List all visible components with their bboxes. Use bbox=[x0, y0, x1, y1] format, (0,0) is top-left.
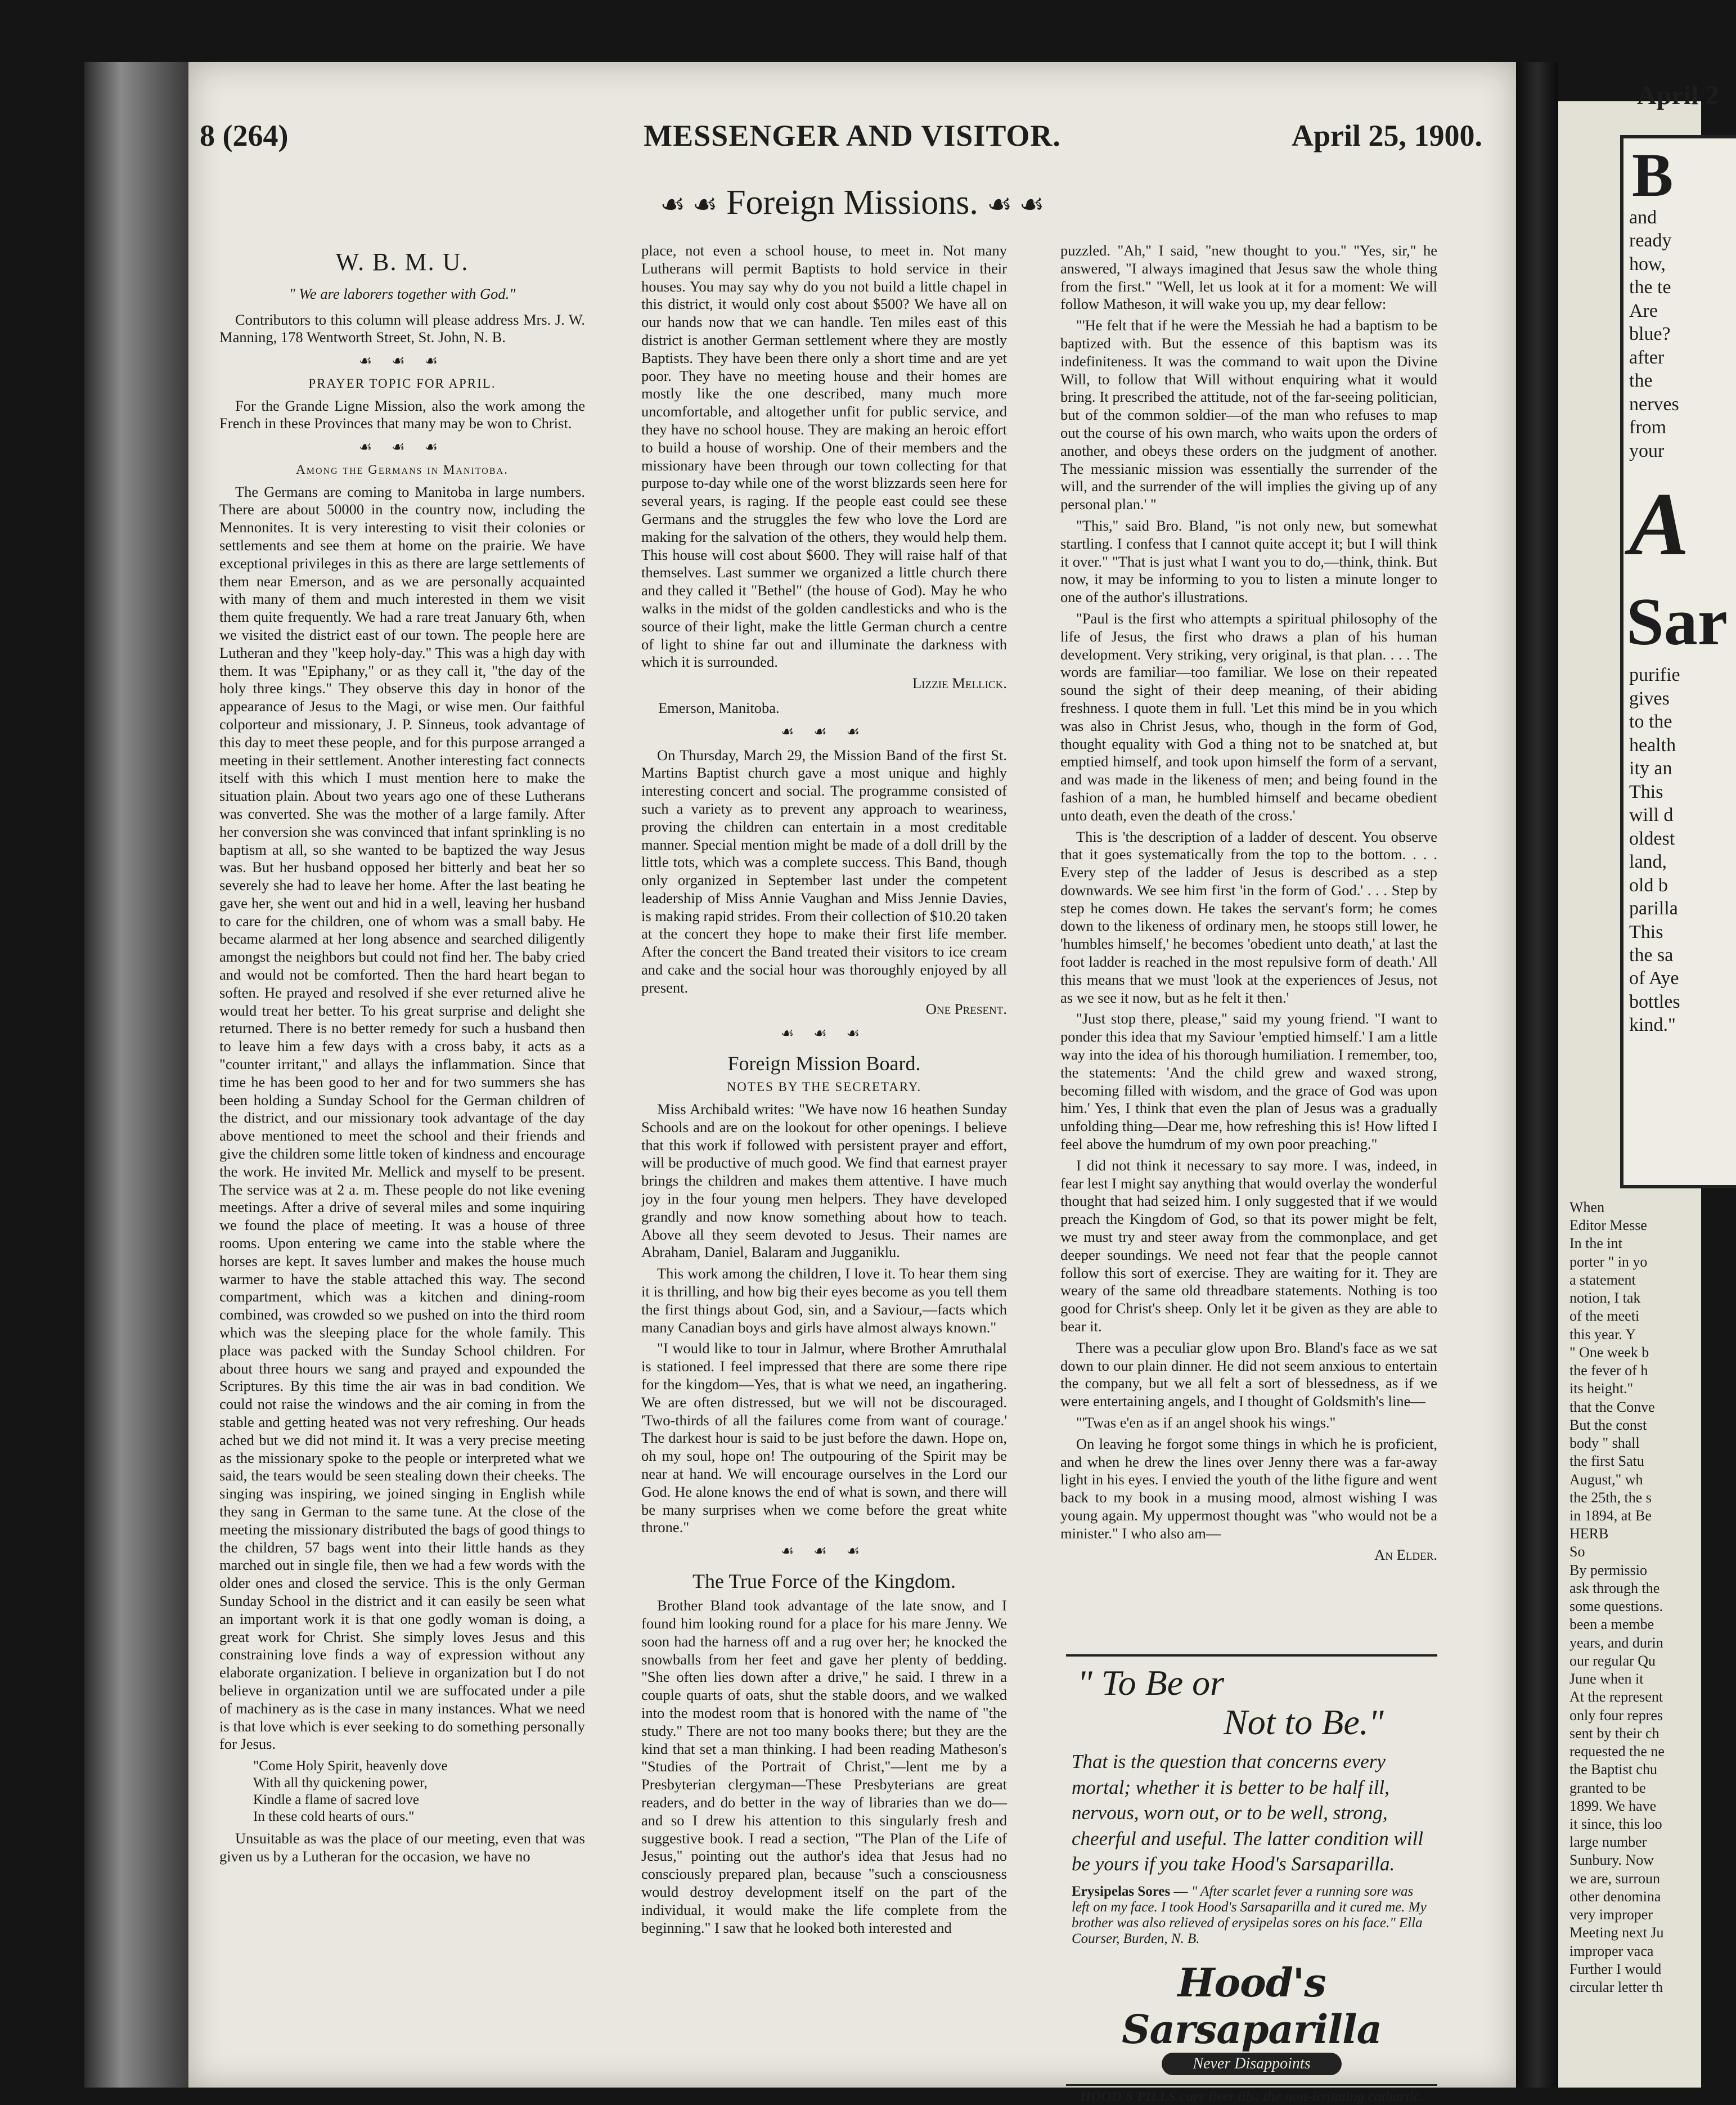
ad-testimonial bbox=[1072, 1884, 1432, 1947]
article-paragraph: "'Twas e'en as if an angel shook his wings." bbox=[1076, 1414, 1336, 1431]
text-line: only four repres bbox=[1569, 1707, 1663, 1724]
ad-word: of Aye bbox=[1629, 968, 1679, 989]
ad-word: Are bbox=[1629, 300, 1658, 321]
hymn-line: Kindle a flame of sacred love bbox=[253, 1792, 420, 1808]
text-line: this year. Y bbox=[1569, 1326, 1636, 1343]
text-line: August," wh bbox=[1569, 1471, 1643, 1488]
text-line: Editor Messe bbox=[1569, 1217, 1647, 1234]
ad-word: will d bbox=[1629, 805, 1674, 826]
pills-notice: HOOD'S PILLS cure liver ills; the non-irritating cathartic. bbox=[1066, 2084, 1437, 2105]
signature: Lizzie Mellick. bbox=[912, 675, 1007, 692]
text-line: sent by their ch bbox=[1569, 1725, 1659, 1742]
testimonial-label: Erysipelas Sores — bbox=[1072, 1883, 1188, 1899]
ad-word-list bbox=[1623, 206, 1736, 463]
ad-word: ity an bbox=[1629, 758, 1672, 779]
ornament-left: ☙ ☙ bbox=[660, 188, 718, 220]
masthead: MESSENGER AND VISITOR. bbox=[644, 119, 1061, 152]
text-line: notion, I tak bbox=[1569, 1290, 1641, 1307]
kingdom-paragraph: Brother Bland took advantage of the late snow, and I found him looking round for a place for his mare Jenny. We soon had the harness off and a rug over her; he knocked the snowballs from her feet and gave her plenty of bedding. "She often lies down after a drive," he said. I threw in a couple quarts of oats, shut the stable doors, and we walked into the modest room that is honored with the name of "the study." There are not too many books there; but they are the kind that set a man thinking. I had been reading Matheson's "Studies of the Portrait of Christ,"—lent me by a Presbyterian clergyman—These Presbyterians are great readers, and do better in the way of libraries than we do—and so I drew his attention to this singularly fresh and suggestive book. I read a section, "The Plan of the Life of Jesus," pointing out the author's idea that Jesus had no consciously prepared plan, because "such a consciousness would destroy development itself on the part of the individual, it would make the life complete from the beginning." I saw that he looked both interested and bbox=[641, 1597, 1007, 1936]
article-paragraph: "Paul is the first who attempts a spiritual philosophy of the life of Jesus, the first who draws a plan of his human development. Very striking, very original, is that plan. . . . The words are familiar—too familiar. We lose on their repeated sound the sight of their deep meaning, of their abiding freshness. I quote them in full. 'Let this mind be in you which was also in Christ Jesus, who, though in the form of God, thought equality with God a thing not to be snatched at, but emptied himself, and took upon himself the form of a servant, and was made in the likeness of men; and being found in the fashion of a man, he humbled himself and became obedient unto death, even the death of the cross.' bbox=[1060, 609, 1437, 824]
text-line: requested the ne bbox=[1569, 1743, 1665, 1760]
text-line: circular letter th bbox=[1569, 1979, 1663, 1996]
ad-headline-line1: " To Be or bbox=[1077, 1663, 1224, 1703]
text-line: other denomina bbox=[1569, 1888, 1661, 1905]
text-line: Sunbury. Now bbox=[1569, 1852, 1654, 1869]
ad-word-list bbox=[1623, 663, 1736, 1037]
text-line: been a membe bbox=[1569, 1616, 1654, 1633]
kingdom-title: The True Force of the Kingdom. bbox=[692, 1569, 956, 1592]
divider-stars: ☙ ☙ ☙ bbox=[780, 1542, 868, 1560]
text-line: Meeting next Ju bbox=[1569, 1924, 1664, 1941]
board-paragraph: This work among the children, I love it. To hear them sing it is thrilling, and how big their eyes become as you tell them the first things about God, sin, and a Saviour,—facts which many Canadian boys and girls have almost always known." bbox=[641, 1265, 1007, 1336]
book-binding bbox=[84, 62, 188, 2088]
board-title: Foreign Mission Board. bbox=[727, 1052, 921, 1075]
text-line: a statement bbox=[1569, 1271, 1636, 1288]
prayer-topic-heading: PRAYER TOPIC FOR APRIL. bbox=[308, 376, 496, 391]
article-paragraph: This is 'the description of a ladder of descent. You observe that it goes systematically from the top to the bottom. . . . Every step of the ladder of Jesus is described as a step downwards. We see him first 'in the form of God.' . . . Step by step he comes down. He takes the servant's form; he comes down to the likeness of ordinary men, he stoops still lower, he 'humbles himself,' he becomes 'obedient unto death,' at last the foot ladder is reached in the most repulsive form of death.' All this means that we must 'look at the experiences of Jesus, not as we see it now, but as he felt it then.' bbox=[1060, 828, 1437, 1006]
text-line: HERB bbox=[1569, 1525, 1609, 1542]
divider-stars: ☙ ☙ ☙ bbox=[358, 352, 446, 370]
ad-word: the bbox=[1629, 370, 1653, 392]
prayer-topic-text: For the Grande Ligne Mission, also the work among the French in these Provinces that many may be won to Christ. bbox=[219, 397, 585, 432]
brand-logo: Hood's Sarsaparilla bbox=[1122, 1959, 1382, 2053]
running-header bbox=[200, 118, 1505, 158]
ad-word: the sa bbox=[1629, 944, 1674, 966]
column-2 bbox=[641, 242, 1007, 2065]
wbmu-heading: W. B. M. U. bbox=[335, 248, 469, 276]
article-paragraph: I did not think it necessary to say more. I was, indeed, in fear lest I might say anything that would overlay the wonderful thought that had seized him. I only suggested that if we would preach the Kingdom of God, so that its power might be felt, we must try and steer away from the commonplace, and get deeper soundings. We need not fear that the people cannot follow this sort of exercise. They are waiting for it. They are weary of the same old threadbare statements. Nothing is too good for Christ's sheep. Only let it be given as they are able to bear it. bbox=[1060, 1156, 1437, 1335]
column-3 bbox=[1060, 242, 1437, 1581]
newspaper-page bbox=[188, 62, 1516, 2104]
department-title bbox=[188, 183, 1516, 223]
text-line: At the represent bbox=[1569, 1689, 1663, 1705]
hymn-line: With all thy quickening power, bbox=[253, 1775, 428, 1791]
ad-word: and bbox=[1629, 207, 1657, 228]
issue-date: April 25, 1900. bbox=[1291, 119, 1482, 152]
text-line: very improper bbox=[1569, 1906, 1653, 1923]
article-paragraph: The Germans are coming to Manitoba in large numbers. There are about 50000 in the country now, including the Mennonites. It is very interesting to visit their colonies or settlements and see them at home on the prairie. We have exceptional privileges in this as there are large settlements of them near Emerson, and as we are personally acquainted with many of them and much interested in them we visit them quite frequently. We had a rare treat January 6th, when we visited the district east of our town. The people here are Lutheran and they "keep holy-day." This was a high day with them. It was "Epiphany," or as they call it, "the day of the holy three kings." They observe this day in honor of the appearance of Jesus to the Magi, or wise men. Our faithful colporteur and missionary, J. P. Sinneus, took advantage of this day to meet these people, and for this purpose arranged a meeting in their settlement. Another interesting fact connects itself with this which I must mention here to make the situation plain. About two years ago one of these Lutherans was converted. She was the mother of a large family. After her conversion she was convinced that infant sprinkling is no baptism at all, so she wanted to be baptized the way Jesus was. But her husband opposed her bitterly and beat her so severely she had to leave her home. After the last beating he gave her, she went out and hid in a well, leaving her husband to care for the children, one of whom was a small baby. He became alarmed at her long absence and searched diligently amongst the neighbors but could not find her. The baby cried and would not be comforted. Then the hard heart began to soften. He prayed and resolved if she ever returned alive he would treat her better. To his great surprise and delight she returned. There is no better remedy for such a husband then to leave him a few days with a cross baby, it acts as a "counter irritant," and allays the inflammation. Since that time he has been good to her and for two summers she has been holding a Sunday School for the German children of the district, and our missionary took advantage of the day above mentioned to meet the school and their friends and give the children some little token of kindness and encourage the work. He invited Mr. Mellick and myself to be present. The service was at 2 a. m. These people do not like evening meetings. After a drive of several miles and some inquiring we found the place of meeting. It was a house of three rooms. Upon entering we came into the stable where the horses are kept. It saves lumber and makes the house much warmer to have the stable attached this way. The second compartment, which was a kitchen and dining-room combined, was crowded so we pushed on into the third room which was the sleeping place for the whole family. This place was packed with the Sunday School children. For about three hours we sang and prayed and expounded the Scriptures. By this time the air was in bad condition. We could not raise the windows and the air coming in from the stable and getting heated was not very refreshing. Our heads ached but we did not mind it. It was a very precise meeting as the missionary spoke to the people or interpreted what we said, the tears would be seen stealing down their cheeks. The singing was inspiring, we joined singing in English while they sang in German to the same tune. At the close of the meeting the missionary distributed the bags of good things to the children, 57 bags went into their little hands as they marched out in single file, then we had a few words with the older ones and closed the service. This is the only German Sunday School in the district and it can easily be seen what an important work it is that one godly woman is doing, a great work for Christ. She simply loves Jesus and this constraining love finds a way of expression without any elaborate organization. I believe in organization but I do not believe in organization until we are suffocated under a pile of machinery as is the case in many instances. What we need is that love which is ever seeking to do something personally for Jesus. bbox=[219, 483, 585, 1753]
ad-word: your bbox=[1629, 440, 1665, 461]
text-line: the Baptist chu bbox=[1569, 1761, 1657, 1778]
text-line: some questions. bbox=[1569, 1598, 1663, 1615]
text-line: improper vaca bbox=[1569, 1942, 1654, 1959]
signature: One Present. bbox=[925, 1000, 1007, 1017]
text-line: our regular Qu bbox=[1569, 1652, 1656, 1669]
text-line: the 25th, the s bbox=[1569, 1489, 1652, 1506]
ad-word: gives bbox=[1629, 688, 1670, 709]
ornament-right: ☙ ☙ bbox=[987, 188, 1045, 220]
text-line: Further I would bbox=[1569, 1960, 1662, 1977]
dateline: Emerson, Manitoba. bbox=[658, 699, 780, 716]
text-line: large number bbox=[1569, 1834, 1647, 1851]
ad-letter: B bbox=[1632, 141, 1674, 209]
continued-paragraph: puzzled. "Ah," I said, "new thought to you." "Yes, sir," he answered, "I always imagined that Jesus saw the whole thing from the first." "Well, let us look at it for a moment: We will follow Matheson, it will wake you up, my dear fellow: bbox=[1060, 242, 1437, 313]
text-line: June when it bbox=[1569, 1671, 1644, 1687]
article-paragraph: There was a peculiar glow upon Bro. Bland's face as we sat down to our plain dinner. He did not seem anxious to entertain the company, but we all felt a sort of blessedness, as if we were entertaining angels, and I thought of Goldsmith's line— bbox=[1060, 1339, 1437, 1410]
ad-word: blue? bbox=[1629, 324, 1671, 345]
text-line: By permissio bbox=[1569, 1561, 1647, 1578]
article-paragraph: "'He felt that if he were the Messiah he had a baptism to be baptized with. But the essence of this baptism was its indefiniteness. It was the command to wait upon the Divine Will, to follow that Will without enquiring what it would bring. It prescribed the attitude, not of the far-seeing politician, but of the common soldier—of the man who refuses to map out the course of his own march, who waits upon the orders of another, and obeys these orders on the judgment of another. The messianic mission was essentially the surrender of the will, and the surrender of the will implies the giving up of any personal plan.' " bbox=[1060, 317, 1437, 513]
ad-word: how, bbox=[1629, 253, 1666, 275]
testimonial-text: " After scarlet fever a running sore was left on my face. I took Hood's Sarsaparilla and it cured me. My brother was also relieved of erysipelas sores on his face." Ella Courser, Burden, N. B. bbox=[1072, 1883, 1427, 1946]
article-paragraph: "This," said Bro. Bland, "is not only new, but somewhat startling. I confess that I cannot quite accept it; but I will think it over." "That is just what I want you to do,—think, think. But now, it may be informing to you to listen a minute longer to one of the author's illustrations. bbox=[1060, 517, 1437, 606]
text-line: of the meeti bbox=[1569, 1308, 1640, 1325]
article-paragraph: On leaving he forgot some things in which he is proficient, and when he drew the lines over Jenny there was a far-away light in his eyes. I envied the youth of the lithe figure and went back to my book in a musing mood, almost wishing I was young again. My uppermost thought was "who would not be a minister." I who also am— bbox=[1060, 1435, 1437, 1542]
hoods-advertisement bbox=[1066, 1654, 1437, 2104]
ad-word: after bbox=[1629, 347, 1665, 368]
text-line: years, and durin bbox=[1569, 1634, 1663, 1651]
ad-word: parilla bbox=[1629, 898, 1678, 919]
hymn-verse bbox=[253, 1758, 585, 1825]
page-number: 8 (264) bbox=[200, 119, 289, 152]
text-line: 1899. We have bbox=[1569, 1797, 1657, 1814]
article-title: Among the Germans in Manitoba. bbox=[296, 462, 509, 477]
ad-word: from bbox=[1629, 417, 1667, 438]
text-line: it since, this loo bbox=[1569, 1815, 1662, 1832]
column-1 bbox=[219, 242, 585, 2065]
article-paragraph: "Just stop there, please," said my young friend. "I want to ponder this idea that my Saviour 'emptied himself.' I am a little way into the idea of his thorough humiliation. I remember, too, the statements: 'And the child grew and waxed strong, becoming filled with wisdom, and the grace of God was upon him.' Yes, I think that even the plan of Jesus was a gradually unfolding thing—Dear me, how refreshing this is! How lifted I feel above the humdrum of my own poor preaching." bbox=[1060, 1010, 1437, 1153]
text-line: But the const bbox=[1569, 1416, 1647, 1433]
ad-word: This bbox=[1629, 781, 1663, 802]
text-line: body " shall bbox=[1569, 1435, 1640, 1452]
text-line: porter " in yo bbox=[1569, 1253, 1648, 1270]
ad-word: land, bbox=[1629, 851, 1667, 873]
ad-word: old b bbox=[1629, 874, 1668, 896]
adjacent-ad-box bbox=[1620, 135, 1736, 1188]
board-paragraph: Miss Archibald writes: "We have now 16 heathen Sunday Schools and are on the lookout for other openings. I believe that this work if followed with persistent prayer and effort, will be productive of much good. We find that earnest prayer brings the children and makes them attentive. I have much joy in the four young men helpers. They have developed grandly and now know something about how to teach. Above all they seem devoted to Jesus. Their names are Abraham, Daniel, Balaram and Jugganiklu. bbox=[641, 1101, 1007, 1261]
ad-big-letter: A bbox=[1629, 474, 1689, 575]
department-title-text: Foreign Missions. bbox=[726, 183, 978, 222]
ad-word: nerves bbox=[1629, 393, 1679, 415]
adjacent-page bbox=[1558, 80, 1728, 2088]
brand-slogan: Never Disappoints bbox=[1162, 2053, 1342, 2075]
divider-stars: ☙ ☙ ☙ bbox=[358, 438, 446, 456]
text-line: When bbox=[1569, 1199, 1605, 1215]
text-line: the fever of h bbox=[1569, 1362, 1648, 1379]
ad-body: That is the question that concerns every mortal; whether it is better to be half ill, nervous, worn out, or to be well, strong, cheerful and useful. The latter condition will be yours if you take Hood's Sarsaparilla. bbox=[1072, 1751, 1424, 1875]
ad-word: to the bbox=[1629, 711, 1672, 733]
text-line: in 1894, at Be bbox=[1569, 1507, 1652, 1524]
contributors-note: Contributors to this column will please address Mrs. J. W. Manning, 178 Wentworth Street, St. John, N. B. bbox=[219, 311, 585, 346]
ad-word: bottles bbox=[1629, 991, 1680, 1012]
ad-headline-line2: Not to Be." bbox=[1224, 1702, 1384, 1742]
ad-word: ready bbox=[1629, 230, 1672, 252]
ad-word: oldest bbox=[1629, 828, 1675, 849]
text-line: that the Conve bbox=[1569, 1398, 1655, 1415]
text-line: its height." bbox=[1569, 1380, 1634, 1397]
text-line: " One week b bbox=[1569, 1344, 1649, 1361]
text-line: the first Satu bbox=[1569, 1453, 1644, 1470]
closing-paragraph: Unsuitable as was the place of our meeting, even that was given us by a Lutheran for the occasion, we have no bbox=[219, 1830, 585, 1865]
wbmu-motto: " We are laborers together with God." bbox=[289, 285, 516, 302]
ad-word: This bbox=[1629, 921, 1663, 942]
adjacent-header: April 2 bbox=[1637, 80, 1719, 110]
ad-sar: Sar bbox=[1626, 584, 1728, 659]
hymn-line: In these cold hearts of ours." bbox=[253, 1809, 415, 1825]
divider-stars: ☙ ☙ ☙ bbox=[780, 722, 868, 740]
continued-paragraph: place, not even a school house, to meet in. Not many Lutherans will permit Baptists to hold service in their houses. You may say why do you not build a little chapel in this district, it would only cost about $500? We have all on our hands now that we can handle. Ten miles east of this district is another German settlement where they are mostly Baptists. They have been there only a short time and are yet poor. They have no meeting house and their homes are mostly like the one described, many much more uncomfortable, and altogether unfit for public service, and they have no school house. They are making an heroic effort to build a house of worship. One of their members and the missionary have been through our town collecting for that purpose to-day while one of the worst blizzards seen here for several years, is raging. If the people east could see these Germans and the struggles the few who love the Lord are making for the salvation of the others, they would help them. This house will cost about $600. They will raise half of that themselves. Last summer we organized a little church there and they called it "Bethel" (the house of God). May he who walks in the midst of the golden candlesticks and who is the source of their light, make the little German church a centre of light to shine far out and illuminate the darkness with which it is surrounded. bbox=[641, 242, 1007, 671]
adjacent-text-lines bbox=[1569, 1199, 1693, 1996]
ad-word: purifie bbox=[1629, 665, 1680, 686]
text-line: ask through the bbox=[1569, 1579, 1660, 1596]
signature: An Elder. bbox=[1374, 1546, 1437, 1563]
text-line: So bbox=[1569, 1543, 1585, 1560]
text-line: granted to be bbox=[1569, 1779, 1646, 1796]
board-subtitle: NOTES BY THE SECRETARY. bbox=[726, 1080, 922, 1094]
text-line: In the int bbox=[1569, 1235, 1622, 1252]
ad-word: kind." bbox=[1629, 1015, 1676, 1036]
hymn-line: "Come Holy Spirit, heavenly dove bbox=[253, 1758, 448, 1774]
ad-word: the te bbox=[1629, 277, 1671, 298]
ad-word: health bbox=[1629, 734, 1676, 756]
page-gutter bbox=[1516, 62, 1558, 2088]
text-line: we are, surroun bbox=[1569, 1870, 1660, 1887]
board-paragraph: "I would like to tour in Jalmur, where Brother Amruthalal is stationed. I feel impressed that there are some there ripe for the kingdom—Yes, that is what we need, an ingathering. We are often distressed, but we will not be discouraged. 'Two-thirds of all the failures come from want of courage.' The darkest hour is said to be just before the dawn. Hope on, oh my soul, hope on! The outpouring of the Spirit may be near at hand. We will encourage ourselves in the Lord our God. He alone knows the end of what is sown, and there will be many surprises when we come before the great white throne." bbox=[641, 1340, 1007, 1536]
mission-band-paragraph: On Thursday, March 29, the Mission Band of the first St. Martins Baptist church gave a most unique and highly interesting concert and social. The programme consisted of such a variety as to prevent any approach to weariness, proving the children can entertain in a most creditable manner. Special mention might be made of a doll drill by the little tots, which was a complete success. This Band, though only organized in September last under the competent leadership of Miss Annie Vaughan and Miss Jennie Davies, is making rapid strides. From their collection of $10.20 taken at the concert they hope to make their first life member. After the concert the Band treated their visitors to ice cream and cake and the social hour was thoroughly enjoyed by all present. bbox=[641, 746, 1007, 996]
divider-stars: ☙ ☙ ☙ bbox=[780, 1025, 868, 1042]
